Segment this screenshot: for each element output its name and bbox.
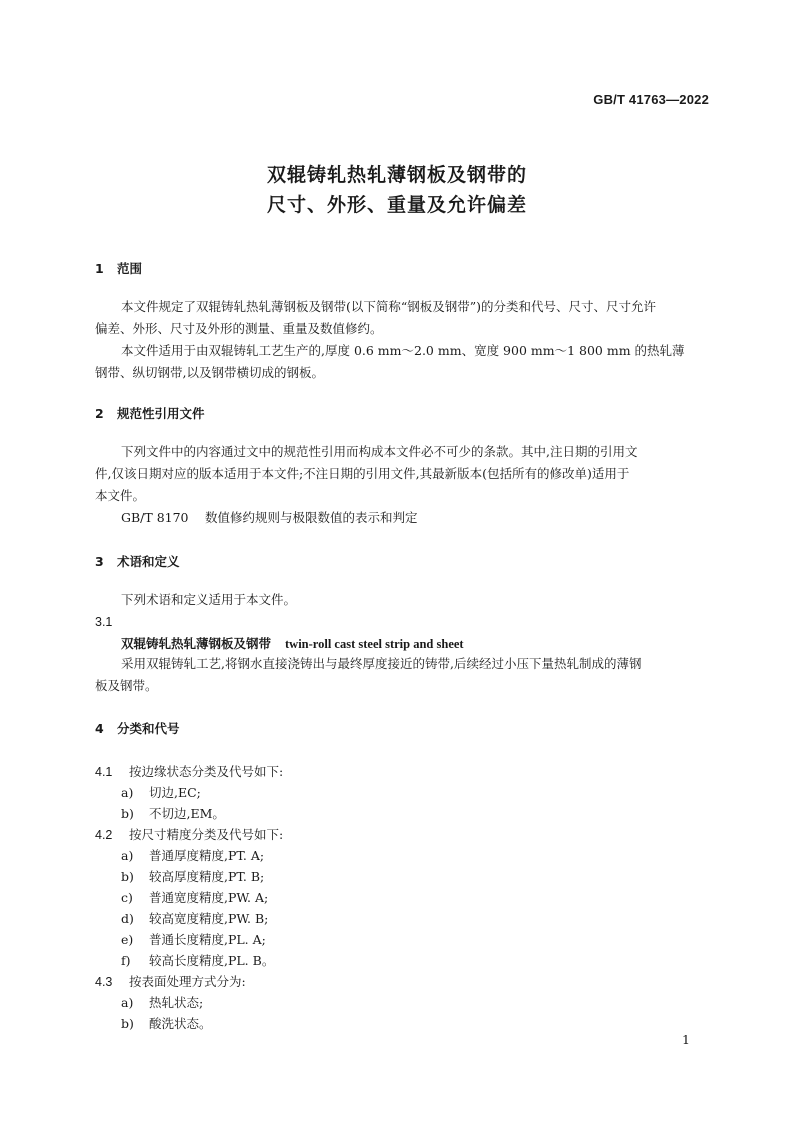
section-heading-classification (95, 719, 180, 737)
section-number: 3 (95, 554, 104, 569)
list-text: 切边,EC; (149, 785, 201, 800)
paragraph-line: 下列术语和定义适用于本文件。 (121, 592, 297, 607)
list-text: 普通宽度精度,PW. A; (149, 890, 269, 905)
list-item (121, 888, 268, 906)
clause-number: 4.1 (95, 765, 113, 779)
section-number: 4 (95, 721, 104, 736)
list-marker: d) (121, 911, 134, 926)
list-marker: e) (121, 932, 134, 947)
list-item (121, 930, 266, 948)
paragraph-line: 件,仅该日期对应的版本适用于本文件;不注日期的引用文件,其最新版本(包括所有的修改单)适用于 (95, 466, 630, 481)
paragraph-line: 本文件适用于由双辊铸轧工艺生产的,厚度 0.6 mm～2.0 mm、宽度 900 mm～1 800 mm 的热轧薄 (121, 343, 685, 358)
definition-line: 板及钢带。 (95, 678, 158, 693)
clause-number: 4.3 (95, 975, 113, 989)
list-marker: a) (121, 995, 134, 1010)
document-title-line-2: 尺寸、外形、重量及允许偏差 (266, 194, 527, 216)
list-text: 普通长度精度,PL. A; (149, 932, 266, 947)
section-heading-scope (95, 259, 142, 277)
list-text: 较高宽度精度,PW. B; (149, 911, 269, 926)
list-item (121, 804, 225, 822)
clause-4-3 (95, 972, 246, 990)
list-marker: a) (121, 848, 134, 863)
clause-text: 按尺寸精度分类及代号如下: (129, 827, 284, 842)
list-marker: a) (121, 785, 134, 800)
section-heading-terms (95, 552, 180, 570)
list-text: 热轧状态; (149, 995, 204, 1010)
term-entry (121, 634, 464, 652)
standard-number: GB/T 41763—2022 (593, 92, 709, 107)
list-item (121, 993, 203, 1011)
clause-number: 4.2 (95, 828, 113, 842)
list-text: 较高厚度精度,PT. B; (149, 869, 265, 884)
section-number: 2 (95, 406, 104, 421)
clause-4-2 (95, 825, 283, 843)
list-item (121, 846, 264, 864)
list-text: 酸洗状态。 (149, 1016, 212, 1031)
list-item (121, 783, 201, 801)
list-text: 普通厚度精度,PT. A; (149, 848, 265, 863)
clause-text: 按边缘状态分类及代号如下: (129, 764, 284, 779)
term-english: twin-roll cast steel strip and sheet (285, 637, 464, 651)
paragraph-line: 钢带、纵切钢带,以及钢带横切成的钢板。 (95, 365, 324, 380)
clause-4-1 (95, 762, 283, 780)
list-text: 不切边,EM。 (149, 806, 225, 821)
list-text: 较高长度精度,PL. B。 (149, 953, 275, 968)
section-title: 术语和定义 (117, 554, 180, 569)
paragraph-line: 本文件。 (95, 488, 146, 503)
list-marker: b) (121, 1016, 134, 1031)
section-title: 分类和代号 (117, 721, 180, 736)
clause-text: 按表面处理方式分为: (129, 974, 246, 989)
document-title-line-1: 双辊铸轧热轧薄钢板及钢带的 (266, 164, 527, 186)
paragraph-line: 下列文件中的内容通过文中的规范性引用而构成本文件必不可少的条款。其中,注日期的引用文 (121, 444, 638, 459)
list-item (121, 1014, 212, 1032)
list-item (121, 909, 268, 927)
list-marker: b) (121, 806, 134, 821)
list-item (121, 951, 274, 969)
paragraph-line: 本文件规定了双辊铸轧热轧薄钢板及钢带(以下简称“钢板及钢带”)的分类和代号、尺寸、尺寸允许 (121, 299, 657, 314)
section-title: 规范性引用文件 (117, 406, 205, 421)
section-number: 1 (95, 261, 104, 276)
reference-title: 数值修约规则与极限数值的表示和判定 (205, 510, 418, 525)
list-marker: c) (121, 890, 133, 905)
definition-line: 采用双辊铸轧工艺,将钢水直接浇铸出与最终厚度接近的铸带,后续经过小压下量热轧制成的薄钢 (121, 656, 642, 671)
list-marker: b) (121, 869, 134, 884)
section-title: 范围 (117, 261, 143, 276)
section-heading-normative-references (95, 404, 205, 422)
term-chinese: 双辊铸轧热轧薄钢板及钢带 (121, 636, 272, 651)
paragraph-line: 偏差、外形、尺寸及外形的测量、重量及数值修约。 (95, 321, 383, 336)
list-item (121, 867, 264, 885)
reference-code: GB/T 8170 (121, 510, 189, 525)
page-number: 1 (682, 1032, 690, 1047)
list-marker: f) (121, 953, 131, 968)
term-number: 3.1 (95, 615, 113, 629)
reference-entry (121, 507, 418, 529)
